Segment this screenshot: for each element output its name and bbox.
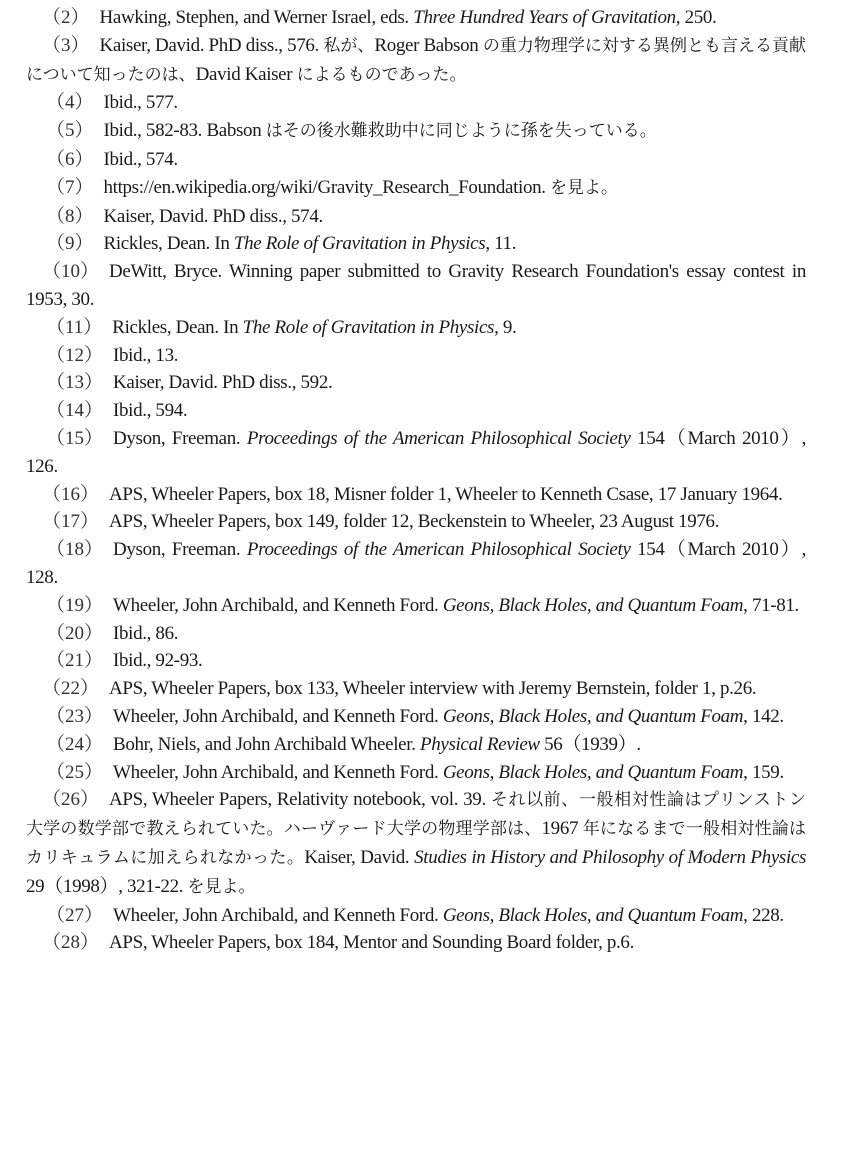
endnote-0	[26, 4, 806, 32]
endnote-14	[26, 481, 806, 509]
endnote-text: Rickles, Dean. In	[103, 233, 234, 255]
citation-title: The Role of Gravitation in Physics	[233, 233, 486, 255]
citation-title: Proceedings of the American Philosophical Society	[246, 427, 631, 449]
endnote-3	[26, 117, 806, 146]
endnote-number: （7）	[46, 176, 94, 198]
endnote-number: （27）	[46, 904, 104, 926]
endnote-15	[26, 508, 806, 536]
endnote-text: Kaiser, David.	[304, 846, 415, 868]
endnote-text: APS, Wheeler Papers, box 133, Wheeler interview with Jeremy Bernstein, folder 1, p.26.	[109, 678, 757, 700]
endnote-number: （16）	[42, 483, 100, 505]
endnote-text: 私が、	[323, 35, 375, 56]
endnote-text: によるものであった。	[296, 64, 467, 85]
endnote-number: （23）	[46, 705, 104, 727]
endnote-number: （24）	[46, 733, 104, 755]
citation-title: Three Hundred Years of Gravitation	[413, 7, 676, 28]
citation-title: Geons, Black Holes, and Quantum Foam	[442, 904, 744, 926]
endnote-20	[26, 675, 806, 703]
citation-title: Studies in History and Philosophy of Modern Physics	[414, 846, 806, 868]
endnote-12	[26, 397, 806, 425]
endnote-1	[26, 32, 806, 90]
endnote-text: 1967	[541, 818, 583, 840]
endnote-text: APS, Wheeler Papers, box 18, Misner folder 1, Wheeler to Kenneth Csase, 17 January 1964.	[109, 483, 783, 505]
endnote-number: （5）	[46, 120, 94, 142]
endnote-text: Ibid., 574.	[103, 148, 178, 170]
endnote-24	[26, 786, 806, 901]
endnote-text: , 228.	[743, 904, 784, 926]
endnote-9	[26, 314, 806, 342]
endnote-text: 154（March 2010）, 128.	[26, 539, 806, 588]
endnote-number: （10）	[42, 261, 100, 283]
endnote-number: （4）	[46, 92, 94, 114]
endnote-text: DeWitt, Bryce. Winning paper submitted to Gravity Research Foundation's essay contest in 1953, 30.	[26, 261, 806, 310]
endnote-number: （12）	[46, 344, 104, 366]
endnote-text: Ibid., 594.	[113, 400, 188, 422]
endnote-text: Wheeler, John Archibald, and Kenneth Ford.	[113, 705, 443, 727]
endnote-text: はその後水難救助中に同じように孫を失っている。	[265, 121, 657, 142]
endnote-number: （11）	[46, 316, 103, 338]
endnote-2	[26, 89, 806, 117]
endnote-5	[26, 174, 806, 203]
endnote-10	[26, 342, 806, 370]
endnote-text: Wheeler, John Archibald, and Kenneth Ford.	[113, 904, 443, 926]
endnote-21	[26, 703, 806, 731]
endnote-text: , 250.	[675, 7, 717, 28]
endnote-number: （9）	[46, 233, 94, 255]
endnote-text: Wheeler, John Archibald, and Kenneth Ford.	[113, 594, 443, 616]
endnote-text: Kaiser, David. PhD diss., 574.	[103, 205, 323, 227]
endnote-text: Bohr, Niels, and John Archibald Wheeler.	[113, 733, 420, 755]
endnote-text: を見よ。	[550, 177, 619, 198]
endnote-number: （3）	[42, 34, 90, 56]
endnote-number: （25）	[46, 761, 104, 783]
endnote-text: David Kaiser	[195, 63, 297, 85]
endnote-text: Kaiser, David. PhD diss., 592.	[113, 372, 333, 394]
endnote-number: （18）	[46, 539, 104, 561]
endnote-17	[26, 592, 806, 620]
endnote-text: Ibid., 86.	[113, 622, 179, 644]
endnote-6	[26, 203, 806, 231]
endnote-text: Roger Babson	[374, 34, 483, 56]
endnote-text: APS, Wheeler Papers, box 149, folder 12, Beckenstein to Wheeler, 23 August 1976.	[109, 511, 720, 533]
endnote-number: （15）	[46, 427, 104, 449]
citation-title: Geons, Black Holes, and Quantum Foam	[442, 705, 744, 727]
endnote-number: （17）	[42, 511, 100, 533]
endnote-text: Rickles, Dean. In	[112, 316, 243, 338]
endnote-22	[26, 731, 806, 759]
endnote-25	[26, 902, 806, 930]
endnote-text: 年になるまで一般相対性論はカリキュラムに加えられなかった。	[26, 819, 806, 868]
endnote-number: （19）	[46, 594, 104, 616]
endnote-text: Ibid., 92-93.	[113, 650, 203, 672]
endnote-11	[26, 369, 806, 397]
endnote-number: （21）	[46, 650, 104, 672]
endnote-8	[26, 258, 806, 314]
endnote-text: https://en.wikipedia.org/wiki/Gravity_Research_Foundation.	[103, 176, 551, 198]
endnote-number: （2）	[42, 7, 90, 28]
endnote-text: Kaiser, David. PhD diss., 576.	[99, 34, 324, 56]
endnote-text: Wheeler, John Archibald, and Kenneth Ford.	[113, 761, 443, 783]
citation-title: Geons, Black Holes, and Quantum Foam	[442, 594, 744, 616]
endnote-4	[26, 146, 806, 174]
endnote-text: Ibid., 577.	[103, 92, 178, 114]
endnote-text: 29（1998）, 321-22.	[26, 875, 188, 897]
endnote-text: Ibid., 13.	[113, 344, 179, 366]
endnote-text: Ibid., 582-83. Babson	[103, 120, 266, 142]
endnote-19	[26, 647, 806, 675]
endnote-text: の重力物理学に対する異例とも言える貢献について知ったのは、	[26, 35, 807, 85]
endnote-16	[26, 536, 806, 592]
endnote-text: APS, Wheeler Papers, box 184, Mentor and Sounding Board folder, p.6.	[109, 932, 634, 954]
endnote-23	[26, 759, 806, 787]
endnote-18	[26, 620, 806, 648]
endnote-number: （13）	[46, 372, 104, 394]
endnote-number: （26）	[42, 789, 100, 811]
citation-title: Physical Review	[419, 733, 540, 755]
endnote-text: , 71-81.	[743, 594, 799, 616]
endnote-number: （28）	[42, 932, 100, 954]
endnote-text: それ以前、一般相対性論はプリンストン大学の数学部で教えられていた。ハーヴァード大学の物理学部は、	[26, 790, 806, 840]
endnote-26	[26, 929, 806, 957]
endnote-text: APS, Wheeler Papers, Relativity notebook, vol. 39.	[109, 789, 491, 811]
endnote-text: Dyson, Freeman.	[113, 427, 247, 449]
endnote-7	[26, 230, 806, 258]
endnote-text: , 142.	[743, 705, 784, 727]
citation-title: Proceedings of the American Philosophical Society	[246, 539, 631, 561]
endnote-text: Hawking, Stephen, and Werner Israel, eds.	[99, 7, 414, 28]
endnote-text: 154（March 2010）, 126.	[26, 427, 806, 477]
endnote-number: （14）	[46, 400, 104, 422]
endnote-text: , 159.	[743, 761, 784, 783]
citation-title: Geons, Black Holes, and Quantum Foam	[442, 761, 744, 783]
endnote-number: （6）	[46, 148, 94, 170]
endnote-number: （20）	[46, 622, 104, 644]
endnote-text: , 9.	[494, 316, 517, 338]
endnote-13	[26, 425, 806, 481]
endnote-text: Dyson, Freeman.	[113, 539, 247, 561]
endnote-text: , 11.	[485, 233, 517, 255]
endnote-number: （22）	[42, 678, 100, 700]
endnote-text: 56（1939）.	[539, 733, 641, 755]
endnote-number: （8）	[46, 205, 94, 227]
endnote-text: を見よ。	[187, 876, 256, 897]
citation-title: The Role of Gravitation in Physics	[242, 316, 495, 338]
